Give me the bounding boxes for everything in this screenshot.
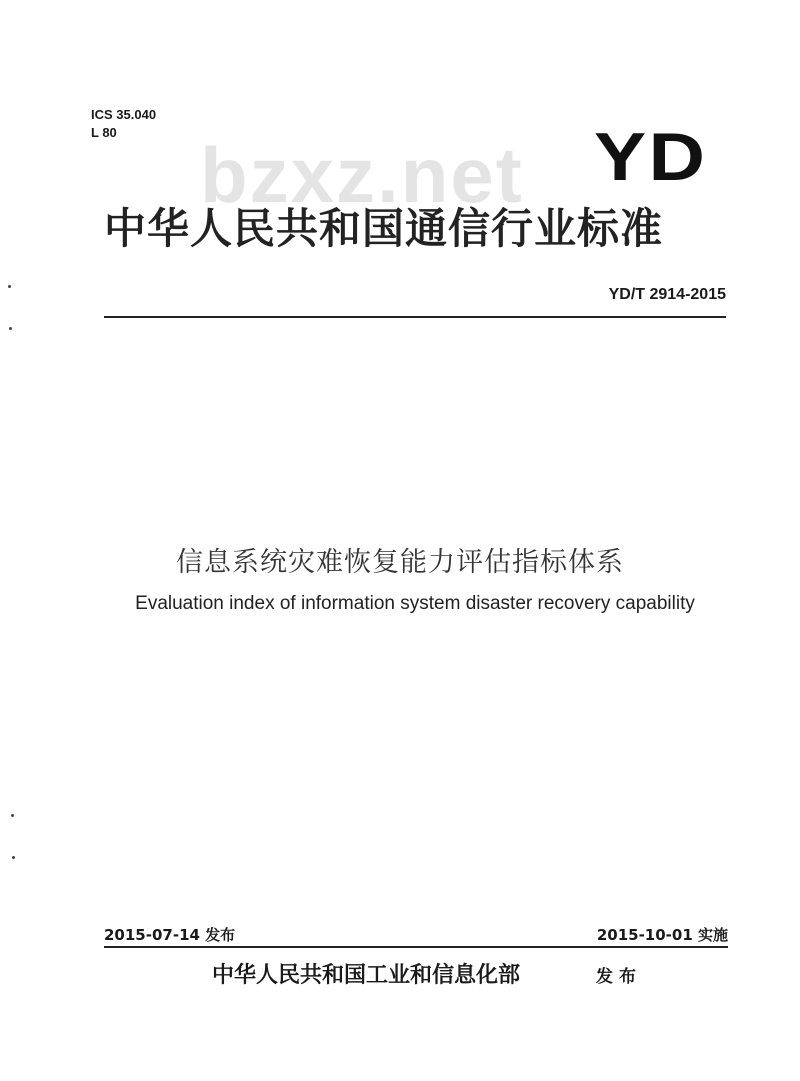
ics-code: ICS 35.040 — [91, 107, 157, 122]
document-title-en: Evaluation index of information system disaster recovery capability — [135, 593, 695, 614]
scan-speck — [9, 327, 12, 330]
top-divider — [104, 316, 726, 318]
publish-date: 2015-07-14 发布 — [104, 926, 236, 944]
issuing-authority: 中华人民共和国工业和信息化部 — [212, 962, 521, 988]
effective-date: 2015-10-01 实施 — [596, 926, 728, 944]
scan-speck — [12, 856, 15, 859]
ccs-code: L 80 — [91, 124, 117, 140]
watermark: bzxz.net — [200, 131, 524, 219]
bottom-divider — [104, 946, 728, 948]
scan-speck — [11, 814, 14, 817]
scan-speck — [8, 285, 11, 288]
yd-logo: YD — [594, 119, 708, 195]
standard-number: YD/T 2914-2015 — [608, 286, 726, 303]
standard-title: 中华人民共和国通信行业标准 — [104, 204, 664, 253]
classification-codes — [91, 108, 156, 143]
document-title-cn: 信息系统灾难恢复能力评估指标体系 — [176, 547, 624, 578]
issue-label: 发布 — [596, 967, 642, 987]
